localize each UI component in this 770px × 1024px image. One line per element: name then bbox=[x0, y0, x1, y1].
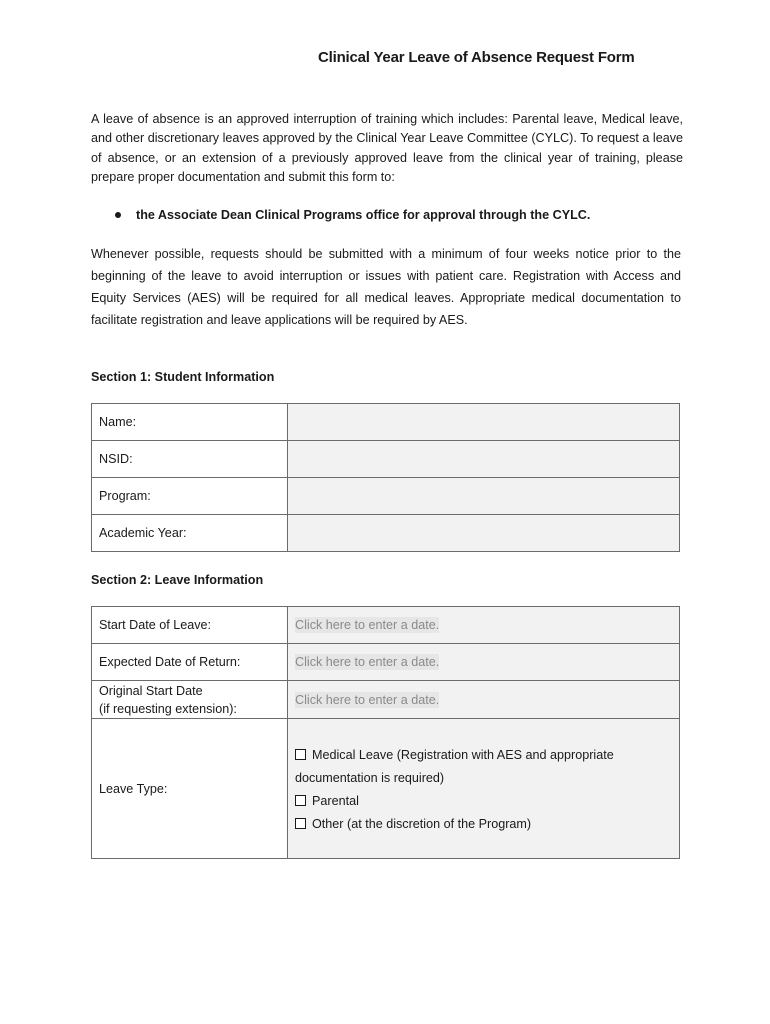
start-date-placeholder[interactable]: Click here to enter a date. bbox=[295, 618, 440, 632]
submission-bullet: the Associate Dean Clinical Programs office for approval through the CYLC. bbox=[110, 206, 590, 224]
leave-info-table bbox=[91, 606, 680, 859]
leave-type-options bbox=[288, 719, 680, 859]
return-date-label: Expected Date of Return: bbox=[92, 644, 288, 681]
start-date-field[interactable] bbox=[288, 607, 680, 644]
intro-paragraph: A leave of absence is an approved interruption of training which includes: Parental leave, Medical leave, and other discretionary leaves approved by the Clinical Year Leave Committee (CYLC). To request a leave of absence, or an extension of a previously approved leave from the clinical year of training, please prepare proper documentation and submit this form to: bbox=[91, 112, 683, 184]
page-title: Clinical Year Leave of Absence Request Form bbox=[318, 49, 635, 66]
checkbox-icon[interactable] bbox=[295, 795, 306, 806]
table-row bbox=[92, 681, 680, 719]
checkbox-icon[interactable] bbox=[295, 749, 306, 760]
program-label: Program: bbox=[92, 478, 288, 515]
nsid-field[interactable] bbox=[288, 441, 680, 478]
submission-list bbox=[110, 206, 590, 224]
section2-heading: Section 2: Leave Information bbox=[91, 573, 264, 587]
parental-label: Parental bbox=[312, 793, 359, 808]
table-row bbox=[92, 515, 680, 552]
name-field[interactable] bbox=[288, 404, 680, 441]
table-row bbox=[92, 644, 680, 681]
table-row bbox=[92, 441, 680, 478]
original-start-label bbox=[92, 681, 288, 719]
return-date-placeholder[interactable]: Click here to enter a date. bbox=[295, 655, 440, 669]
nsid-label: NSID: bbox=[92, 441, 288, 478]
notice-paragraph: Whenever possible, requests should be submitted with a minimum of four weeks notice prior to the beginning of the leave to avoid interruption or issues with patient care. Registration with Access and Equity Services (AES) will be required for all medical leaves. Appropriate medical documentation to facilitate registration and leave applications will be required by AES. bbox=[91, 247, 681, 327]
table-row bbox=[92, 478, 680, 515]
start-date-label: Start Date of Leave: bbox=[92, 607, 288, 644]
leave-type-label: Leave Type: bbox=[92, 719, 288, 859]
academic-year-label: Academic Year: bbox=[92, 515, 288, 552]
other-label: Other (at the discretion of the Program) bbox=[312, 816, 532, 831]
table-row bbox=[92, 719, 680, 859]
section1-heading: Section 1: Student Information bbox=[91, 370, 275, 384]
program-field[interactable] bbox=[288, 478, 680, 515]
original-start-placeholder[interactable]: Click here to enter a date. bbox=[295, 692, 440, 707]
original-start-label-line1: Original Start Date bbox=[99, 683, 203, 698]
table-row bbox=[92, 404, 680, 441]
name-label: Name: bbox=[92, 404, 288, 441]
academic-year-field[interactable] bbox=[288, 515, 680, 552]
checkbox-icon[interactable] bbox=[295, 818, 306, 829]
return-date-field[interactable] bbox=[288, 644, 680, 681]
other-option[interactable] bbox=[295, 813, 672, 836]
student-info-table bbox=[91, 403, 680, 552]
parental-option[interactable] bbox=[295, 790, 672, 813]
original-start-field[interactable] bbox=[288, 681, 680, 719]
table-row bbox=[92, 607, 680, 644]
medical-leave-label: Medical Leave (Registration with AES and appropriate bbox=[312, 747, 614, 762]
medical-leave-note: documentation is required) bbox=[295, 770, 445, 785]
medical-leave-option[interactable] bbox=[295, 744, 672, 767]
original-start-label-line2: (if requesting extension): bbox=[99, 701, 237, 716]
